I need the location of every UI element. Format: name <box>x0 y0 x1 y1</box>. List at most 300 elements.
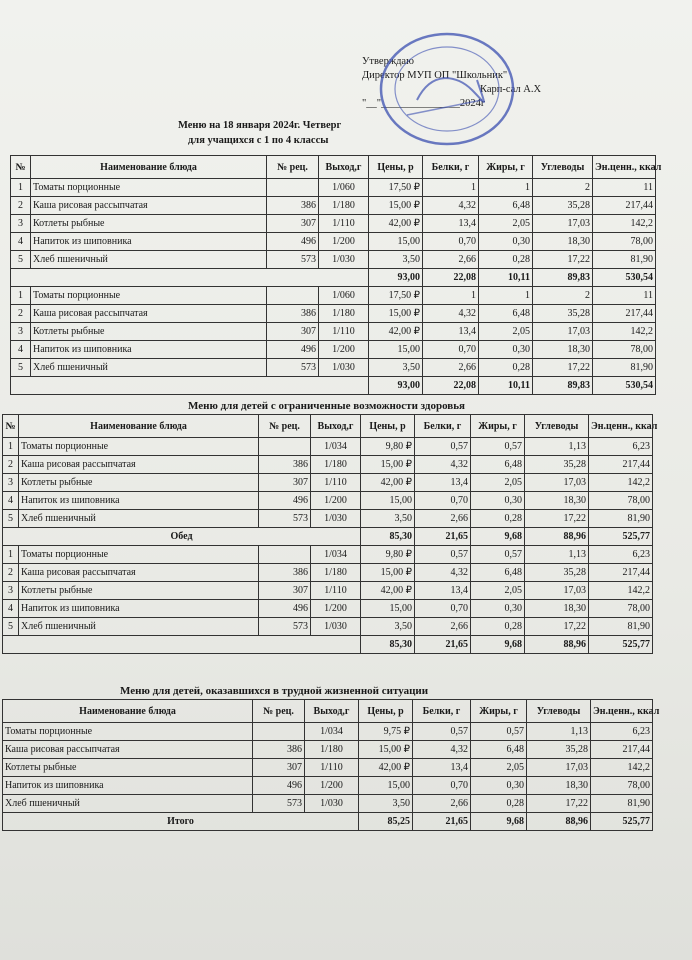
table-cell: 142,2 <box>591 759 653 777</box>
table-cell: 0,57 <box>413 723 471 741</box>
table-cell: 0,28 <box>471 510 525 528</box>
total-label: Обед <box>3 528 361 546</box>
table-cell: 0,28 <box>471 618 525 636</box>
table-cell: 1/180 <box>311 564 361 582</box>
table-cell: 4 <box>11 341 31 359</box>
table-cell: 15,00 <box>361 492 415 510</box>
total-value: 88,96 <box>525 528 589 546</box>
table-cell: 2 <box>3 564 19 582</box>
table-cell: 1,13 <box>525 438 589 456</box>
table-cell: 35,28 <box>527 741 591 759</box>
table-cell: 13,4 <box>413 759 471 777</box>
table-cell: 2,66 <box>415 510 471 528</box>
approval-line: Директор МУП ОП "Школьник" <box>362 70 508 81</box>
table-total-row <box>3 813 653 831</box>
table-cell: 1/034 <box>305 723 359 741</box>
total-value: 525,77 <box>589 528 653 546</box>
table-cell: 81,90 <box>591 795 653 813</box>
table-cell: Каша рисовая рассыпчатая <box>31 305 267 323</box>
table-cell: 573 <box>259 618 311 636</box>
table-cell: 1 <box>479 179 533 197</box>
table-cell: 217,44 <box>589 564 653 582</box>
table-cell: 35,28 <box>525 564 589 582</box>
table-row <box>3 582 653 600</box>
total-value: 88,96 <box>525 636 589 654</box>
approval-line: "__"_______________2024г <box>362 98 486 109</box>
menu-subtitle: для учащихся с 1 по 4 классы <box>188 135 329 146</box>
column-header: № рец. <box>259 415 311 438</box>
table-cell: 1 <box>423 287 479 305</box>
table-cell: 1/060 <box>319 287 369 305</box>
table-cell: 1 <box>479 287 533 305</box>
table-cell: 15,00 ₽ <box>361 456 415 474</box>
table-cell: 2,66 <box>413 795 471 813</box>
table-row <box>3 456 653 474</box>
column-header: Углеводы <box>533 156 593 179</box>
table-cell: 81,90 <box>593 251 656 269</box>
table-cell: 6,48 <box>471 564 525 582</box>
table-cell: 1/180 <box>319 197 369 215</box>
table-cell: 0,57 <box>471 723 527 741</box>
total-value: 10,11 <box>479 269 533 287</box>
table-cell: 0,70 <box>423 233 479 251</box>
table-cell: 3 <box>11 215 31 233</box>
table-header-row <box>11 156 656 179</box>
column-header: Белки, г <box>423 156 479 179</box>
table-cell: 17,50 ₽ <box>369 287 423 305</box>
table-cell: 1/180 <box>305 741 359 759</box>
table-cell: 3 <box>11 323 31 341</box>
table-row <box>11 251 656 269</box>
table-cell: 1/110 <box>311 582 361 600</box>
column-header: Углеводы <box>527 700 591 723</box>
table-cell: 2,66 <box>423 251 479 269</box>
column-header: № <box>11 156 31 179</box>
table-cell: Котлеты рыбные <box>31 215 267 233</box>
section-title-ovz: Меню для детей с ограниченные возможности здоровья <box>188 400 466 412</box>
table-cell: 15,00 <box>369 233 423 251</box>
table-cell: 307 <box>259 582 311 600</box>
table-cell: 18,30 <box>525 600 589 618</box>
total-value: 93,00 <box>369 377 423 395</box>
table-cell: 18,30 <box>533 233 593 251</box>
table-cell: 1/200 <box>305 777 359 795</box>
table-cell: 18,30 <box>527 777 591 795</box>
table-cell: 217,44 <box>593 305 656 323</box>
table-cell: 1/110 <box>319 215 369 233</box>
table-cell: 17,22 <box>527 795 591 813</box>
table-cell: 1/180 <box>311 456 361 474</box>
table-cell: Томаты порционные <box>19 546 259 564</box>
table-total-row <box>3 528 653 546</box>
table-row <box>3 438 653 456</box>
table-cell: Напиток из шиповника <box>19 600 259 618</box>
table-cell: 386 <box>267 197 319 215</box>
table-cell: Хлеб пшеничный <box>19 510 259 528</box>
table-cell: 4 <box>3 492 19 510</box>
table-cell: Хлеб пшеничный <box>3 795 253 813</box>
total-value: 85,30 <box>361 528 415 546</box>
table-cell: 496 <box>259 492 311 510</box>
total-value: 525,77 <box>591 813 653 831</box>
table-cell: Хлеб пшеничный <box>31 359 267 377</box>
table-row <box>11 359 656 377</box>
table-cell: 9,75 ₽ <box>359 723 413 741</box>
total-value: 22,08 <box>423 269 479 287</box>
table-cell: 3,50 <box>361 510 415 528</box>
table-cell: 17,22 <box>533 251 593 269</box>
table-cell: 6,23 <box>591 723 653 741</box>
table-cell: 6,23 <box>589 546 653 564</box>
table-cell: 1/200 <box>319 233 369 251</box>
table-cell: 307 <box>259 474 311 492</box>
table-cell: 13,4 <box>423 215 479 233</box>
table-cell: 1/030 <box>319 359 369 377</box>
table-cell: 3 <box>3 474 19 492</box>
table-cell: 0,70 <box>415 492 471 510</box>
table-cell: 1/200 <box>319 341 369 359</box>
table-cell: 78,00 <box>591 777 653 795</box>
column-header: № рец. <box>267 156 319 179</box>
table-cell: 78,00 <box>589 492 653 510</box>
table-cell: 1/030 <box>311 510 361 528</box>
total-value: 530,54 <box>593 269 656 287</box>
table-cell: 15,00 ₽ <box>361 564 415 582</box>
column-header: Цены, р <box>359 700 413 723</box>
table-cell: 2,05 <box>471 474 525 492</box>
table-total-row <box>11 269 656 287</box>
total-value: 89,83 <box>533 377 593 395</box>
table-cell: 217,44 <box>591 741 653 759</box>
table-cell: 307 <box>267 323 319 341</box>
table-cell: 1/034 <box>311 438 361 456</box>
total-value: 22,08 <box>423 377 479 395</box>
table-cell: 11 <box>593 179 656 197</box>
table-cell: 307 <box>267 215 319 233</box>
table-cell: 5 <box>3 510 19 528</box>
table-cell: 0,57 <box>471 438 525 456</box>
table-cell: 217,44 <box>593 197 656 215</box>
column-header: Наименование блюда <box>3 700 253 723</box>
table-cell: 0,57 <box>415 546 471 564</box>
table-cell: 4 <box>11 233 31 251</box>
total-value: 88,96 <box>527 813 591 831</box>
column-header: Белки, г <box>415 415 471 438</box>
table-cell: 2,66 <box>415 618 471 636</box>
table-cell: 5 <box>11 251 31 269</box>
table-cell: 81,90 <box>589 618 653 636</box>
table-cell: Напиток из шиповника <box>31 341 267 359</box>
table-cell: 6,48 <box>471 741 527 759</box>
table-cell: 573 <box>259 510 311 528</box>
table-cell: 0,28 <box>479 251 533 269</box>
table-cell: Томаты порционные <box>31 287 267 305</box>
round-stamp-icon <box>377 30 517 148</box>
table-cell: 1/030 <box>319 251 369 269</box>
table-cell: 1/060 <box>319 179 369 197</box>
table-cell: 2 <box>533 287 593 305</box>
table-cell: 2 <box>3 456 19 474</box>
column-header: Наименование блюда <box>31 156 267 179</box>
table-cell: Каша рисовая рассыпчатая <box>3 741 253 759</box>
total-value: 9,68 <box>471 528 525 546</box>
table-row <box>3 618 653 636</box>
table-cell: 1/200 <box>311 600 361 618</box>
column-header: Эн.ценн., ккал <box>589 415 653 438</box>
column-header: № рец. <box>253 700 305 723</box>
table-cell: 13,4 <box>423 323 479 341</box>
table-cell: 13,4 <box>415 474 471 492</box>
table-cell: 17,22 <box>525 618 589 636</box>
table-cell: 78,00 <box>593 341 656 359</box>
menu-table-2 <box>2 414 658 654</box>
table-cell: 142,2 <box>593 215 656 233</box>
total-value: 93,00 <box>369 269 423 287</box>
table-cell: 15,00 ₽ <box>369 197 423 215</box>
table-cell: 573 <box>253 795 305 813</box>
table-cell: 4,32 <box>413 741 471 759</box>
table-cell: 18,30 <box>525 492 589 510</box>
total-value: 21,65 <box>413 813 471 831</box>
table-cell: 3,50 <box>361 618 415 636</box>
table-row <box>11 305 656 323</box>
table-cell: 0,30 <box>471 600 525 618</box>
table-cell: 4,32 <box>423 305 479 323</box>
table-cell: 142,2 <box>589 582 653 600</box>
table-cell: 1 <box>3 438 19 456</box>
table-row <box>11 323 656 341</box>
total-label: Итого <box>3 813 359 831</box>
table-cell: 17,50 ₽ <box>369 179 423 197</box>
table-cell: 2,66 <box>423 359 479 377</box>
table-cell: 1/034 <box>311 546 361 564</box>
column-header: № <box>3 415 19 438</box>
table-cell: 17,03 <box>525 474 589 492</box>
table-cell: 307 <box>253 759 305 777</box>
table-cell: 0,70 <box>415 600 471 618</box>
table-cell: 81,90 <box>593 359 656 377</box>
table-row <box>3 474 653 492</box>
total-value: 89,83 <box>533 269 593 287</box>
approval-line: Карп-сал А.Х <box>480 84 542 95</box>
table-row <box>11 233 656 251</box>
table-cell: Напиток из шиповника <box>31 233 267 251</box>
total-value: 10,11 <box>479 377 533 395</box>
table-cell: 6,48 <box>479 305 533 323</box>
column-header: Выход,г <box>311 415 361 438</box>
table-cell: 78,00 <box>589 600 653 618</box>
table-cell: 4,32 <box>415 564 471 582</box>
table-row <box>3 564 653 582</box>
column-header: Выход,г <box>305 700 359 723</box>
table-cell: 1 <box>11 179 31 197</box>
table-cell: 0,57 <box>415 438 471 456</box>
table-cell: 42,00 ₽ <box>369 323 423 341</box>
total-value: 9,68 <box>471 636 525 654</box>
table-cell: Котлеты рыбные <box>19 474 259 492</box>
table-cell: Котлеты рыбные <box>19 582 259 600</box>
table-cell: 17,22 <box>525 510 589 528</box>
column-header: Белки, г <box>413 700 471 723</box>
table-cell: 3,50 <box>359 795 413 813</box>
table-cell: 1 <box>11 287 31 305</box>
table-cell <box>259 546 311 564</box>
table-cell: 81,90 <box>589 510 653 528</box>
table-cell <box>259 438 311 456</box>
table-cell: 496 <box>267 341 319 359</box>
table-cell: 2 <box>11 305 31 323</box>
table-cell: 0,70 <box>413 777 471 795</box>
total-value: 21,65 <box>415 528 471 546</box>
table-cell: Каша рисовая рассыпчатая <box>31 197 267 215</box>
table-cell: 1/110 <box>305 759 359 777</box>
table-cell: 35,28 <box>525 456 589 474</box>
table-header-row <box>3 415 653 438</box>
table-cell: 3,50 <box>369 251 423 269</box>
table-cell: 0,30 <box>479 341 533 359</box>
table-cell: Каша рисовая рассыпчатая <box>19 456 259 474</box>
table-cell: 35,28 <box>533 305 593 323</box>
table-cell: 496 <box>253 777 305 795</box>
approval-line: Утверждаю <box>362 56 414 67</box>
table-row <box>3 759 653 777</box>
table-cell: 2 <box>533 179 593 197</box>
table-cell: Напиток из шиповника <box>3 777 253 795</box>
table-cell: 142,2 <box>593 323 656 341</box>
table-cell: Котлеты рыбные <box>3 759 253 777</box>
total-value: 530,54 <box>593 377 656 395</box>
table-cell: 17,03 <box>525 582 589 600</box>
table-row <box>3 546 653 564</box>
total-value: 525,77 <box>589 636 653 654</box>
column-header: Эн.ценн., ккал <box>593 156 656 179</box>
column-header: Углеводы <box>525 415 589 438</box>
table-cell: 42,00 ₽ <box>361 582 415 600</box>
table-cell: 0,57 <box>471 546 525 564</box>
table-cell: 35,28 <box>533 197 593 215</box>
table-row <box>11 197 656 215</box>
table-cell: 386 <box>253 741 305 759</box>
menu-title: Меню на 18 января 2024г. Четверг <box>178 120 342 131</box>
table-cell: 1/030 <box>305 795 359 813</box>
table-cell: 0,28 <box>479 359 533 377</box>
column-header: Цены, р <box>361 415 415 438</box>
table-cell: 5 <box>11 359 31 377</box>
table-cell: 6,48 <box>479 197 533 215</box>
table-cell: 0,28 <box>471 795 527 813</box>
column-header: Цены, р <box>369 156 423 179</box>
table-cell: 15,00 <box>369 341 423 359</box>
table-cell: Каша рисовая рассыпчатая <box>19 564 259 582</box>
table-cell: 0,70 <box>423 341 479 359</box>
table-cell: 4,32 <box>423 197 479 215</box>
table-cell: 1/110 <box>319 323 369 341</box>
table-cell: 9,80 ₽ <box>361 438 415 456</box>
table-cell: 4,32 <box>415 456 471 474</box>
table-cell: Напиток из шиповника <box>19 492 259 510</box>
table-cell: 217,44 <box>589 456 653 474</box>
total-label <box>11 269 369 287</box>
table-cell: Хлеб пшеничный <box>31 251 267 269</box>
table-cell: 0,30 <box>471 492 525 510</box>
table-row <box>11 287 656 305</box>
menu-table-1 <box>10 155 662 395</box>
table-cell: 17,22 <box>533 359 593 377</box>
total-value: 85,30 <box>361 636 415 654</box>
table-cell: 386 <box>267 305 319 323</box>
column-header: Выход,г <box>319 156 369 179</box>
column-header: Эн.ценн., ккал <box>591 700 653 723</box>
total-value: 9,68 <box>471 813 527 831</box>
column-header: Жиры, г <box>471 415 525 438</box>
table-cell: 3 <box>3 582 19 600</box>
table-cell: Хлеб пшеничный <box>19 618 259 636</box>
table-cell: 386 <box>259 564 311 582</box>
table-cell: 1,13 <box>527 723 591 741</box>
table-cell: 78,00 <box>593 233 656 251</box>
table-cell: 6,48 <box>471 456 525 474</box>
table-cell: 1/110 <box>311 474 361 492</box>
table-row <box>3 777 653 795</box>
table-cell: 1/030 <box>311 618 361 636</box>
total-label <box>11 377 369 395</box>
table-row <box>3 492 653 510</box>
table-header-row <box>3 700 653 723</box>
table-cell: 15,00 ₽ <box>369 305 423 323</box>
table-cell <box>253 723 305 741</box>
table-cell: 17,03 <box>533 323 593 341</box>
table-cell: 0,30 <box>471 777 527 795</box>
table-row <box>3 741 653 759</box>
table-cell: 11 <box>593 287 656 305</box>
table-row <box>11 179 656 197</box>
table-row <box>11 215 656 233</box>
table-cell: 2,05 <box>471 759 527 777</box>
table-cell: 15,00 <box>359 777 413 795</box>
table-cell: 17,03 <box>533 215 593 233</box>
table-cell: 496 <box>259 600 311 618</box>
table-cell: 2,05 <box>479 323 533 341</box>
table-cell: 5 <box>3 618 19 636</box>
table-cell: 496 <box>267 233 319 251</box>
table-cell: 0,30 <box>479 233 533 251</box>
table-cell: 13,4 <box>415 582 471 600</box>
table-cell: 15,00 ₽ <box>359 741 413 759</box>
table-row <box>3 795 653 813</box>
table-row <box>3 510 653 528</box>
table-cell: 1,13 <box>525 546 589 564</box>
column-header: Жиры, г <box>471 700 527 723</box>
table-cell: 2,05 <box>479 215 533 233</box>
table-cell: 1 <box>423 179 479 197</box>
menu-table-3 <box>2 699 660 831</box>
total-value: 85,25 <box>359 813 413 831</box>
table-cell: 6,23 <box>589 438 653 456</box>
table-row <box>3 600 653 618</box>
column-header: Жиры, г <box>479 156 533 179</box>
table-cell: 17,03 <box>527 759 591 777</box>
total-label <box>3 636 361 654</box>
section-title-hardship: Меню для детей, оказавшихся в трудной жизненной ситуации <box>120 685 429 697</box>
table-cell: Томаты порционные <box>31 179 267 197</box>
table-cell: 42,00 ₽ <box>369 215 423 233</box>
table-cell: 2 <box>11 197 31 215</box>
table-row <box>11 341 656 359</box>
table-cell: 142,2 <box>589 474 653 492</box>
table-total-row <box>3 636 653 654</box>
table-cell: 18,30 <box>533 341 593 359</box>
table-cell <box>267 287 319 305</box>
